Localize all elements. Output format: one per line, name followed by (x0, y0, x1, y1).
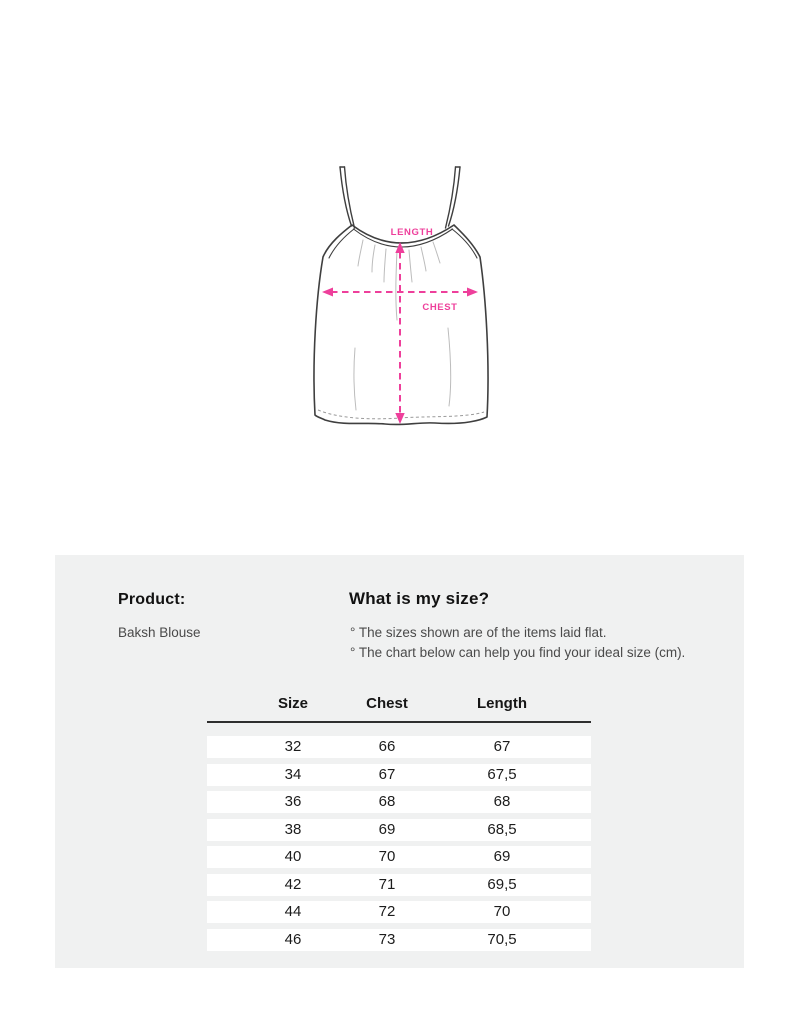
product-name: Baksh Blouse (118, 625, 201, 640)
cell-size: 42 (284, 875, 302, 893)
cell-length: 69 (493, 848, 511, 865)
header-rule (207, 721, 591, 723)
table-row (207, 901, 591, 923)
size-question-heading: What is my size? (349, 589, 490, 608)
info-panel (55, 555, 744, 968)
size-table-rows (207, 736, 591, 951)
blouse-drawing-svg (285, 148, 515, 448)
table-row (207, 819, 591, 841)
column-header-size: Size (277, 695, 309, 712)
table-row (207, 791, 591, 813)
size-note: ° The sizes shown are of the items laid flat. (350, 625, 607, 640)
cell-size: 40 (284, 848, 302, 865)
chest-label: CHEST (422, 302, 458, 313)
cell-length: 70,5 (487, 930, 517, 948)
table-row (207, 846, 591, 868)
cell-length: 68,5 (487, 820, 517, 838)
blouse-outline (314, 225, 488, 425)
table-row (207, 929, 591, 951)
size-note: ° The chart below can help you find your ideal size (cm). (350, 645, 686, 660)
straps (340, 167, 460, 228)
size-notes (350, 623, 685, 663)
size-table-header (207, 690, 591, 721)
table-row (207, 764, 591, 786)
cell-size: 38 (284, 820, 302, 838)
cell-length: 70 (493, 903, 511, 920)
cell-size: 44 (284, 903, 302, 920)
cell-chest: 72 (378, 903, 396, 920)
length-label: LENGTH (390, 227, 434, 238)
cell-chest: 71 (378, 875, 396, 893)
cell-chest: 68 (378, 793, 396, 810)
column-header-length: Length (477, 695, 527, 712)
cell-size: 34 (284, 765, 302, 783)
blouse-diagram (285, 148, 515, 448)
cell-chest: 67 (378, 765, 396, 783)
cell-chest: 73 (378, 930, 396, 948)
column-header-chest: Chest (366, 695, 408, 712)
cell-chest: 70 (378, 848, 396, 865)
size-table (207, 690, 591, 956)
cell-length: 67 (493, 738, 511, 755)
cell-length: 69,5 (487, 875, 517, 893)
table-row (207, 874, 591, 896)
product-heading: Product: (118, 591, 186, 608)
cell-size: 32 (284, 738, 302, 755)
cell-chest: 69 (378, 820, 396, 838)
table-row (207, 736, 591, 758)
cell-length: 68 (493, 793, 511, 810)
cell-chest: 66 (378, 738, 396, 755)
cell-size: 46 (284, 930, 302, 948)
cell-size: 36 (284, 793, 302, 810)
cell-length: 67,5 (487, 765, 517, 783)
